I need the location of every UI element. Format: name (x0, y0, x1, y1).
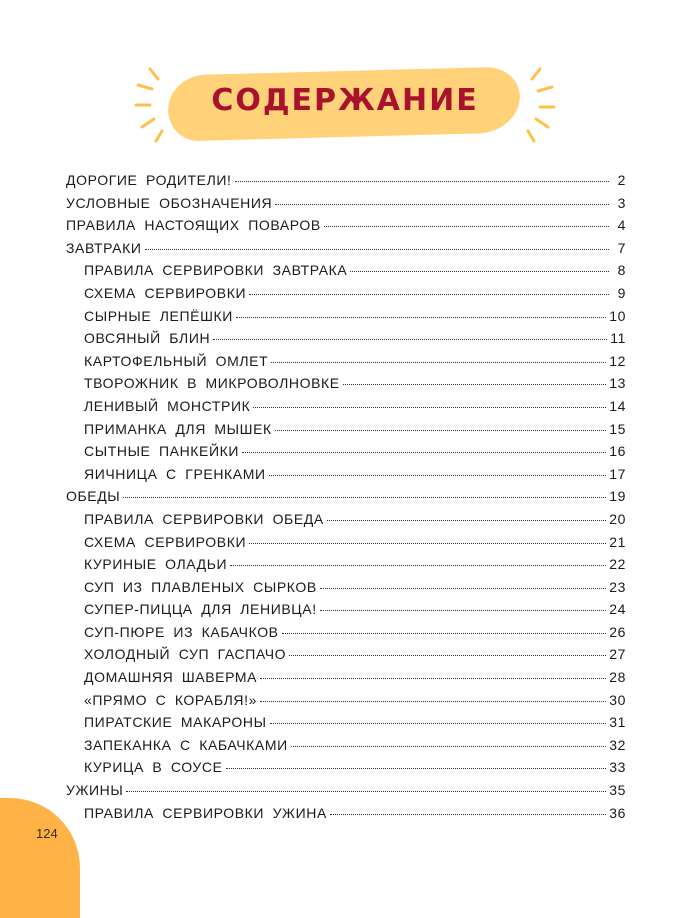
toc-entry-page: 35 (609, 782, 626, 799)
toc-entry-page: 30 (609, 691, 626, 708)
toc-entry-page: 15 (609, 420, 626, 437)
dot-leader (230, 565, 606, 566)
toc-entry-label: ПРАВИЛА СЕРВИРОВКИ УЖИНА (84, 804, 327, 821)
dot-leader (226, 768, 607, 769)
toc-entry[interactable] (66, 556, 626, 579)
dot-leader (260, 678, 606, 679)
toc-entry-page: 27 (609, 646, 626, 663)
toc-entry-page: 31 (609, 714, 626, 731)
toc-entry-page: 36 (609, 804, 626, 821)
toc-entry-label: ПРАВИЛА НАСТОЯЩИХ ПОВАРОВ (66, 217, 321, 234)
toc-entry-label: ПРИМАНКА ДЛЯ МЫШЕК (84, 420, 272, 437)
toc-entry[interactable] (66, 737, 626, 760)
dot-leader (253, 407, 606, 408)
toc-entry-page: 3 (617, 194, 626, 211)
dot-leader (343, 384, 606, 385)
dot-leader (270, 723, 607, 724)
toc-entry[interactable] (66, 601, 626, 624)
dot-leader (275, 204, 609, 205)
toc-entry[interactable] (66, 308, 626, 331)
dot-leader (327, 520, 606, 521)
dot-leader (320, 588, 606, 589)
toc-entry[interactable] (66, 624, 626, 647)
page-number: 124 (36, 826, 58, 841)
toc-entry-page: 7 (617, 239, 626, 256)
dot-leader (236, 317, 606, 318)
dot-leader (271, 362, 606, 363)
toc-entry-label: СХЕМА СЕРВИРОВКИ (84, 284, 247, 301)
title-banner (130, 55, 560, 155)
toc-entry-page: 21 (609, 533, 626, 550)
dot-leader (126, 791, 606, 792)
dot-leader (235, 181, 609, 182)
toc-entry[interactable] (66, 262, 626, 285)
toc-entry[interactable] (66, 398, 626, 421)
toc-entry-page: 32 (609, 736, 626, 753)
dot-leader (123, 497, 606, 498)
toc-entry-label: СХЕМА СЕРВИРОВКИ (84, 533, 247, 550)
toc-entry-label: ПИРАТСКИЕ МАКАРОНЫ (84, 714, 267, 731)
toc-entry-label: ХОЛОДНЫЙ СУП ГАСПАЧО (84, 646, 287, 663)
dot-leader (330, 814, 606, 815)
toc-entry[interactable] (66, 782, 626, 805)
toc-entry-page: 2 (617, 172, 626, 188)
dot-leader (289, 655, 606, 656)
toc-entry-page: 22 (609, 556, 626, 573)
toc-entry[interactable] (66, 375, 626, 398)
toc-entry-page: 20 (609, 510, 626, 527)
toc-entry-label: ЯИЧНИЦА С ГРЕНКАМИ (84, 465, 266, 482)
toc-entry-label: ТВОРОЖНИК В МИКРОВОЛНОВКЕ (84, 375, 340, 392)
toc-entry-page: 14 (609, 397, 626, 414)
toc-entry-page: 28 (609, 669, 626, 686)
toc-entry[interactable] (66, 692, 626, 715)
toc-entry-page: 4 (617, 217, 626, 234)
table-of-contents (66, 172, 626, 827)
toc-entry-label: УЖИНЫ (66, 782, 124, 799)
toc-entry-label: СУП ИЗ ПЛАВЛЕНЫХ СЫРКОВ (84, 578, 317, 595)
toc-entry-label: ДОМАШНЯЯ ШАВЕРМА (84, 669, 258, 686)
toc-entry-page: 11 (610, 330, 626, 347)
toc-entry-page: 16 (609, 443, 626, 460)
toc-entry-label: «ПРЯМО С КОРАБЛЯ!» (84, 691, 258, 708)
toc-entry-label: СЫТНЫЕ ПАНКЕЙКИ (84, 443, 240, 460)
toc-entry[interactable] (66, 217, 626, 240)
toc-entry-page: 33 (609, 759, 626, 776)
toc-entry-label: КУРИНЫЕ ОЛАДЬИ (84, 556, 228, 573)
dot-leader (269, 475, 607, 476)
toc-entry[interactable] (66, 669, 626, 692)
toc-entry[interactable] (66, 421, 626, 444)
toc-entry[interactable] (66, 353, 626, 376)
dot-leader (275, 430, 606, 431)
toc-entry-label: КУРИЦА В СОУСЕ (84, 759, 223, 776)
toc-entry-label: ПРАВИЛА СЕРВИРОВКИ ЗАВТРАКА (84, 262, 348, 279)
toc-entry[interactable] (66, 330, 626, 353)
toc-entry-label: СУПЕР-ПИЦЦА ДЛЯ ЛЕНИВЦА! (84, 601, 317, 618)
dot-leader (260, 701, 606, 702)
toc-entry-page: 23 (609, 578, 626, 595)
dot-leader (249, 294, 609, 295)
toc-entry-label: ПРАВИЛА СЕРВИРОВКИ ОБЕДА (84, 510, 324, 527)
dot-leader (213, 339, 607, 340)
toc-entry-page: 24 (609, 601, 626, 618)
toc-entry[interactable] (66, 240, 626, 263)
dot-leader (282, 633, 607, 634)
toc-entry-label: КАРТОФЕЛЬНЫЙ ОМЛЕТ (84, 352, 269, 369)
dot-leader (249, 543, 606, 544)
toc-entry-page: 26 (609, 623, 626, 640)
toc-entry-label: ОБЕДЫ (66, 488, 121, 505)
toc-entry[interactable] (66, 646, 626, 669)
toc-entry-page: 10 (609, 307, 626, 324)
toc-entry-page: 17 (609, 465, 626, 482)
toc-entry-label: ЗАПЕКАНКА С КАБАЧКАМИ (84, 736, 288, 753)
toc-entry[interactable] (66, 534, 626, 557)
dot-leader (291, 746, 606, 747)
toc-entry[interactable] (66, 579, 626, 602)
dot-leader (350, 271, 609, 272)
dot-leader (145, 249, 609, 250)
toc-entry[interactable] (66, 488, 626, 511)
toc-entry[interactable] (66, 511, 626, 534)
dot-leader (320, 610, 607, 611)
toc-entry-label: ОВСЯНЫЙ БЛИН (84, 330, 211, 347)
toc-entry-label: УСЛОВНЫЕ ОБОЗНАЧЕНИЯ (66, 194, 273, 211)
toc-entry-label: СЫРНЫЕ ЛЕПЁШКИ (84, 307, 233, 324)
toc-entry[interactable] (66, 285, 626, 308)
toc-entry[interactable] (66, 443, 626, 466)
toc-entry-page: 9 (617, 284, 626, 301)
dot-leader (242, 452, 606, 453)
toc-entry[interactable] (66, 759, 626, 782)
dot-leader (324, 226, 609, 227)
toc-entry-page: 8 (617, 262, 626, 279)
toc-entry-page: 13 (609, 375, 626, 392)
toc-entry-page: 19 (609, 488, 626, 505)
toc-entry[interactable] (66, 805, 626, 828)
toc-entry[interactable] (66, 714, 626, 737)
toc-entry-label: СУП-ПЮРЕ ИЗ КАБАЧКОВ (84, 623, 279, 640)
toc-entry[interactable] (66, 172, 626, 195)
toc-entry[interactable] (66, 466, 626, 489)
toc-entry-label: ДОРОГИЕ РОДИТЕЛИ! (66, 172, 232, 188)
page-title: СОДЕРЖАНИЕ (211, 83, 479, 118)
toc-entry[interactable] (66, 195, 626, 218)
toc-entry-label: ЛЕНИВЫЙ МОНСТРИК (84, 397, 251, 414)
toc-entry-page: 12 (609, 352, 626, 369)
toc-entry-label: ЗАВТРАКИ (66, 239, 142, 256)
